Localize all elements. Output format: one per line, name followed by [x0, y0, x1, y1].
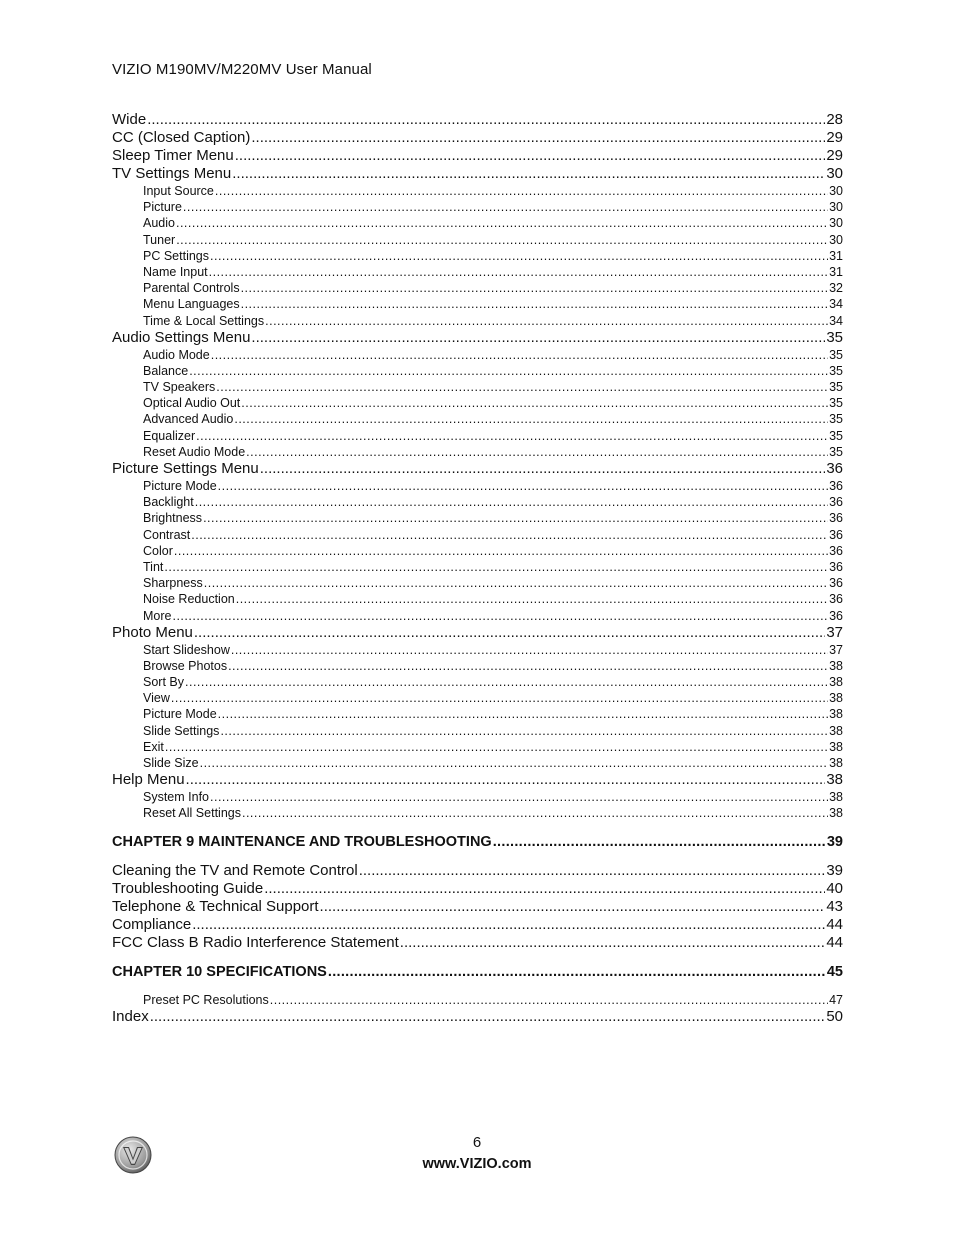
- dot-leader: [186, 771, 826, 789]
- dot-leader: [171, 690, 828, 706]
- dot-leader: [220, 723, 828, 739]
- toc-section-entry[interactable]: [112, 771, 843, 789]
- toc-entry-page: 38: [829, 806, 843, 821]
- dot-leader: [320, 898, 826, 916]
- toc-entry-label: Contrast: [143, 527, 191, 542]
- dot-leader: [147, 111, 825, 129]
- toc-section-entry[interactable]: [112, 147, 843, 165]
- toc-entry-page: 36: [829, 543, 843, 558]
- dot-leader: [359, 862, 826, 880]
- toc-entry-label: Tint: [143, 559, 164, 574]
- dot-leader: [234, 411, 828, 427]
- toc-entry-label: Help Menu: [112, 771, 185, 789]
- dot-leader: [241, 280, 829, 296]
- dot-leader: [185, 674, 828, 690]
- toc-section-entry[interactable]: [112, 916, 843, 934]
- toc-entry-label: Troubleshooting Guide: [112, 879, 264, 897]
- dot-leader: [251, 129, 825, 147]
- toc-subsection-entry[interactable]: [112, 264, 843, 280]
- dot-leader: [264, 880, 825, 898]
- toc-entry-page: 38: [826, 771, 843, 789]
- dot-leader: [493, 833, 826, 851]
- dot-leader: [215, 183, 828, 199]
- toc-subsection-entry[interactable]: [112, 575, 843, 591]
- toc-entry-label: TV Settings Menu: [112, 165, 232, 182]
- dot-leader: [210, 789, 828, 805]
- toc-entry-label: Index: [112, 1007, 149, 1025]
- dot-leader: [235, 147, 826, 165]
- toc-entry-label: Color: [143, 543, 173, 558]
- toc-entry-label: Preset PC Resolutions: [143, 992, 269, 1007]
- dot-leader: [164, 559, 828, 575]
- toc-entry-page: 34: [829, 313, 843, 328]
- toc-entry-page: 36: [826, 460, 843, 477]
- page-number: 6: [472, 1134, 482, 1151]
- toc-subsection-entry[interactable]: [112, 674, 843, 690]
- toc-subsection-entry[interactable]: [112, 199, 843, 215]
- toc-entry-label: Picture Mode: [143, 707, 217, 722]
- toc-entry-page: 32: [829, 281, 843, 296]
- table-of-contents: [112, 111, 843, 1026]
- toc-entry-page: 36: [829, 559, 843, 574]
- toc-subsection-entry[interactable]: [112, 739, 843, 755]
- dot-leader: [241, 296, 828, 312]
- toc-entry-page: 35: [829, 396, 843, 411]
- toc-entry-label: System Info: [143, 790, 209, 805]
- dot-leader: [246, 444, 828, 460]
- toc-subsection-entry[interactable]: [112, 411, 843, 427]
- running-header: VIZIO M190MV/M220MV User Manual: [112, 61, 372, 78]
- toc-entry-label: Backlight: [143, 495, 194, 510]
- toc-subsection-entry[interactable]: [112, 248, 843, 264]
- toc-subsection-entry[interactable]: [112, 658, 843, 674]
- dot-leader: [216, 379, 828, 395]
- toc-entry-page: 40: [826, 879, 843, 897]
- toc-section-entry[interactable]: [112, 1008, 843, 1026]
- toc-entry-page: 35: [829, 347, 843, 362]
- toc-entry-label: CHAPTER 9 MAINTENANCE AND TROUBLESHOOTING: [112, 833, 492, 850]
- dot-leader: [189, 363, 828, 379]
- toc-entry-page: 36: [829, 576, 843, 591]
- dot-leader: [218, 706, 828, 722]
- toc-entry-page: 50: [826, 1007, 843, 1025]
- toc-entry-page: 35: [829, 428, 843, 443]
- toc-subsection-entry[interactable]: [112, 559, 843, 575]
- toc-section-entry[interactable]: [112, 862, 843, 880]
- toc-entry-label: Advanced Audio: [143, 412, 234, 427]
- dot-leader: [192, 916, 825, 934]
- toc-subsection-entry[interactable]: [112, 494, 843, 510]
- toc-entry-page: 30: [829, 200, 843, 215]
- toc-entry-label: Equalizer: [143, 428, 196, 443]
- toc-entry-page: 37: [826, 623, 843, 641]
- toc-section-entry[interactable]: [112, 165, 843, 183]
- toc-entry-label: Slide Size: [143, 756, 199, 770]
- dot-leader: [270, 992, 828, 1008]
- toc-entry-label: Noise Reduction: [143, 592, 235, 607]
- toc-entry-page: 30: [829, 184, 843, 198]
- toc-entry-label: Sleep Timer Menu: [112, 147, 234, 164]
- dot-leader: [400, 934, 826, 952]
- toc-entry-label: View: [143, 691, 170, 706]
- dot-leader: [203, 510, 828, 526]
- dot-leader: [231, 642, 828, 658]
- toc-entry-page: 44: [826, 933, 843, 951]
- toc-entry-page: 34: [829, 297, 843, 312]
- toc-section-entry[interactable]: [112, 898, 843, 916]
- toc-entry-label: Picture Settings Menu: [112, 460, 259, 477]
- dot-leader: [194, 624, 825, 642]
- toc-entry-label: Picture Mode: [143, 479, 217, 493]
- dot-leader: [172, 608, 828, 624]
- toc-subsection-entry[interactable]: [112, 543, 843, 559]
- toc-entry-page: 35: [826, 328, 843, 346]
- toc-entry-page: 36: [829, 592, 843, 607]
- toc-chapter-entry[interactable]: [112, 833, 843, 851]
- toc-subsection-entry[interactable]: [112, 805, 843, 821]
- toc-section-entry[interactable]: [112, 460, 843, 478]
- dot-leader: [191, 527, 828, 543]
- toc-entry-page: 39: [826, 861, 843, 879]
- toc-entry-label: Audio Mode: [143, 347, 210, 362]
- toc-subsection-entry[interactable]: [112, 478, 843, 494]
- toc-entry-page: 31: [829, 264, 843, 279]
- dot-leader: [241, 395, 828, 411]
- toc-entry-page: 29: [826, 147, 843, 164]
- toc-entry-page: 38: [829, 739, 843, 754]
- toc-subsection-entry[interactable]: [112, 296, 843, 312]
- toc-entry-page: 43: [826, 897, 843, 915]
- toc-section-entry[interactable]: [112, 934, 843, 952]
- toc-subsection-entry[interactable]: [112, 363, 843, 379]
- dot-leader: [265, 313, 828, 329]
- toc-entry-page: 38: [829, 707, 843, 722]
- toc-subsection-entry[interactable]: [112, 280, 843, 296]
- toc-entry-page: 36: [829, 527, 843, 542]
- toc-section-entry[interactable]: [112, 624, 843, 642]
- toc-chapter-entry[interactable]: [112, 963, 843, 981]
- toc-entry-page: 31: [829, 248, 843, 263]
- toc-entry-label: Photo Menu: [112, 623, 193, 641]
- dot-leader: [251, 329, 825, 347]
- toc-entry-label: Reset All Settings: [143, 806, 241, 821]
- toc-subsection-entry[interactable]: [112, 183, 843, 199]
- toc-subsection-entry[interactable]: [112, 444, 843, 460]
- toc-entry-page: 35: [829, 444, 843, 459]
- dot-leader: [176, 215, 828, 231]
- toc-entry-label: Parental Controls: [143, 281, 240, 296]
- toc-entry-page: 30: [829, 216, 843, 231]
- toc-entry-page: 30: [829, 232, 843, 247]
- toc-entry-page: 38: [829, 790, 843, 805]
- toc-subsection-entry[interactable]: [112, 992, 843, 1008]
- toc-entry-page: 28: [826, 111, 843, 128]
- toc-entry-label: CC (Closed Caption): [112, 129, 251, 146]
- toc-entry-page: 38: [829, 691, 843, 706]
- toc-subsection-entry[interactable]: [112, 379, 843, 395]
- toc-subsection-entry[interactable]: [112, 608, 843, 624]
- toc-entry-page: 39: [826, 833, 843, 850]
- toc-entry-label: Audio: [143, 216, 175, 231]
- toc-subsection-entry[interactable]: [112, 313, 843, 329]
- toc-entry-label: More: [143, 608, 172, 623]
- dot-leader: [260, 460, 826, 478]
- toc-entry-page: 35: [829, 412, 843, 427]
- toc-entry-page: 38: [829, 675, 843, 690]
- dot-leader: [209, 264, 828, 280]
- toc-subsection-entry[interactable]: [112, 395, 843, 411]
- dot-leader: [165, 739, 828, 755]
- dot-leader: [196, 428, 828, 444]
- toc-entry-label: Start Slideshow: [143, 642, 230, 657]
- toc-entry-page: 35: [829, 380, 843, 395]
- toc-entry-label: Sharpness: [143, 576, 203, 591]
- toc-entry-label: Name Input: [143, 264, 208, 279]
- toc-entry-label: Audio Settings Menu: [112, 328, 251, 346]
- toc-entry-label: TV Speakers: [143, 380, 216, 395]
- toc-entry-page: 36: [829, 608, 843, 623]
- toc-entry-page: 45: [826, 963, 843, 980]
- toc-subsection-entry[interactable]: [112, 642, 843, 658]
- toc-entry-page: 47: [829, 992, 843, 1007]
- dot-leader: [210, 248, 828, 264]
- dot-leader: [174, 543, 828, 559]
- toc-entry-label: CHAPTER 10 SPECIFICATIONS: [112, 963, 327, 980]
- toc-section-entry[interactable]: [112, 329, 843, 347]
- dot-leader: [195, 494, 828, 510]
- toc-entry-label: Optical Audio Out: [143, 396, 241, 411]
- dot-leader: [328, 963, 826, 981]
- dot-leader: [242, 805, 828, 821]
- toc-subsection-entry[interactable]: [112, 510, 843, 526]
- toc-section-entry[interactable]: [112, 129, 843, 147]
- toc-section-entry[interactable]: [112, 880, 843, 898]
- toc-subsection-entry[interactable]: [112, 789, 843, 805]
- toc-subsection-entry[interactable]: [112, 723, 843, 739]
- toc-entry-label: Slide Settings: [143, 723, 220, 738]
- toc-entry-label: Input Source: [143, 184, 214, 198]
- dot-leader: [183, 199, 828, 215]
- dot-leader: [150, 1008, 826, 1026]
- toc-entry-page: 38: [829, 658, 843, 673]
- toc-entry-label: PC Settings: [143, 248, 210, 263]
- dot-leader: [200, 755, 829, 771]
- toc-subsection-entry[interactable]: [112, 428, 843, 444]
- toc-entry-page: 29: [826, 129, 843, 146]
- toc-entry-label: Browse Photos: [143, 658, 228, 673]
- toc-entry-label: Tuner: [143, 232, 176, 247]
- toc-entry-label: Telephone & Technical Support: [112, 897, 319, 915]
- toc-entry-page: 35: [829, 363, 843, 378]
- toc-entry-label: Reset Audio Mode: [143, 444, 246, 459]
- dot-leader: [232, 165, 825, 183]
- toc-subsection-entry[interactable]: [112, 755, 843, 771]
- toc-entry-label: FCC Class B Radio Interference Statement: [112, 933, 399, 951]
- toc-entry-label: Brightness: [143, 511, 203, 526]
- toc-entry-page: 38: [829, 756, 843, 770]
- toc-subsection-entry[interactable]: [112, 232, 843, 248]
- toc-entry-page: 37: [829, 642, 843, 657]
- dot-leader: [236, 591, 828, 607]
- toc-subsection-entry[interactable]: [112, 347, 843, 363]
- dot-leader: [176, 232, 828, 248]
- toc-entry-label: Compliance: [112, 915, 192, 933]
- toc-entry-label: Menu Languages: [143, 297, 240, 312]
- toc-entry-label: Sort By: [143, 675, 184, 690]
- toc-subsection-entry[interactable]: [112, 706, 843, 722]
- toc-entry-label: Time & Local Settings: [143, 313, 265, 328]
- toc-entry-page: 44: [826, 915, 843, 933]
- dot-leader: [228, 658, 828, 674]
- toc-entry-label: Balance: [143, 363, 189, 378]
- toc-entry-page: 36: [829, 495, 843, 510]
- footer-url: www.VIZIO.com: [422, 1156, 532, 1172]
- toc-entry-page: 36: [829, 479, 843, 493]
- toc-entry-label: Picture: [143, 200, 182, 215]
- dot-leader: [218, 478, 828, 494]
- toc-subsection-entry[interactable]: [112, 527, 843, 543]
- toc-subsection-entry[interactable]: [112, 690, 843, 706]
- toc-subsection-entry[interactable]: [112, 215, 843, 231]
- dot-leader: [204, 575, 828, 591]
- dot-leader: [211, 347, 828, 363]
- toc-entry-label: Wide: [112, 111, 147, 128]
- toc-entry-page: 30: [826, 165, 843, 182]
- toc-entry-page: 36: [829, 511, 843, 526]
- toc-entry-page: 38: [829, 723, 843, 738]
- toc-subsection-entry[interactable]: [112, 591, 843, 607]
- toc-entry-label: Exit: [143, 739, 164, 754]
- toc-section-entry[interactable]: [112, 111, 843, 129]
- toc-entry-label: Cleaning the TV and Remote Control: [112, 861, 358, 879]
